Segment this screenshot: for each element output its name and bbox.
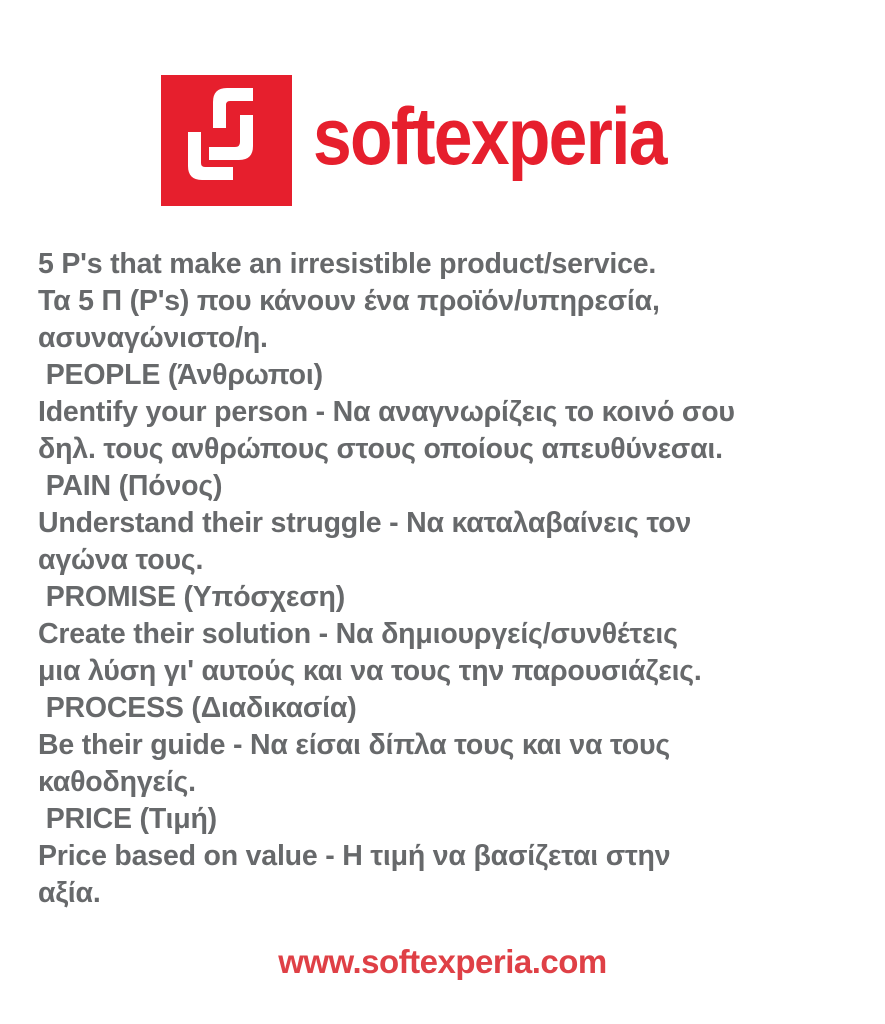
text-line-pain-body-1: Understand their struggle - Να καταλαβαίνεις τον xyxy=(38,507,692,539)
text-line-process-body-1: Be their guide - Να είσαι δίπλα τους και να τους xyxy=(38,729,670,761)
text-line-title-gr-2: ασυναγώνιστο/η. xyxy=(38,322,268,354)
text-line-people-body-1: Identify your person - Να αναγνωρίζεις το κοινό σου xyxy=(38,396,735,428)
softexperia-logo-icon xyxy=(161,75,292,206)
footer xyxy=(0,943,885,981)
text-line-price-heading: PRICE (Τιμή) xyxy=(38,803,217,835)
brand-wordmark: softexperia xyxy=(313,92,667,182)
website-url: www.softexperia.com xyxy=(278,943,607,980)
text-line-promise-body-2: μια λύση γι' αυτούς και να τους την παρουσιάζεις. xyxy=(38,655,702,687)
text-line-pain-heading: PAIN (Πόνος) xyxy=(38,470,223,502)
text-line-promise-body-1: Create their solution - Να δημιουργείς/συνθέτεις xyxy=(38,618,678,650)
text-line-process-body-2: καθοδηγείς. xyxy=(38,766,196,798)
brand-header xyxy=(0,75,885,206)
text-line-price-body-2: αξία. xyxy=(38,877,101,909)
text-line-price-body-1: Price based on value - Η τιμή να βασίζεται στην xyxy=(38,840,671,872)
text-line-title-gr-1: Τα 5 Π (P's) που κάνουν ένα προϊόν/υπηρεσία, xyxy=(38,285,660,317)
text-line-pain-body-2: αγώνα τους. xyxy=(38,544,204,576)
interlocking-s-icon xyxy=(161,75,292,206)
text-line-people-heading: PEOPLE (Άνθρωποι) xyxy=(38,359,323,391)
text-line-people-body-2: δηλ. τους ανθρώπους στους οποίους απευθύνεσαι. xyxy=(38,433,723,465)
text-line-title-en: 5 P's that make an irresistible product/service. xyxy=(38,248,657,280)
text-line-process-heading: PROCESS (Διαδικασία) xyxy=(38,692,357,724)
body-text xyxy=(38,246,848,912)
text-line-promise-heading: PROMISE (Υπόσχεση) xyxy=(38,581,346,613)
